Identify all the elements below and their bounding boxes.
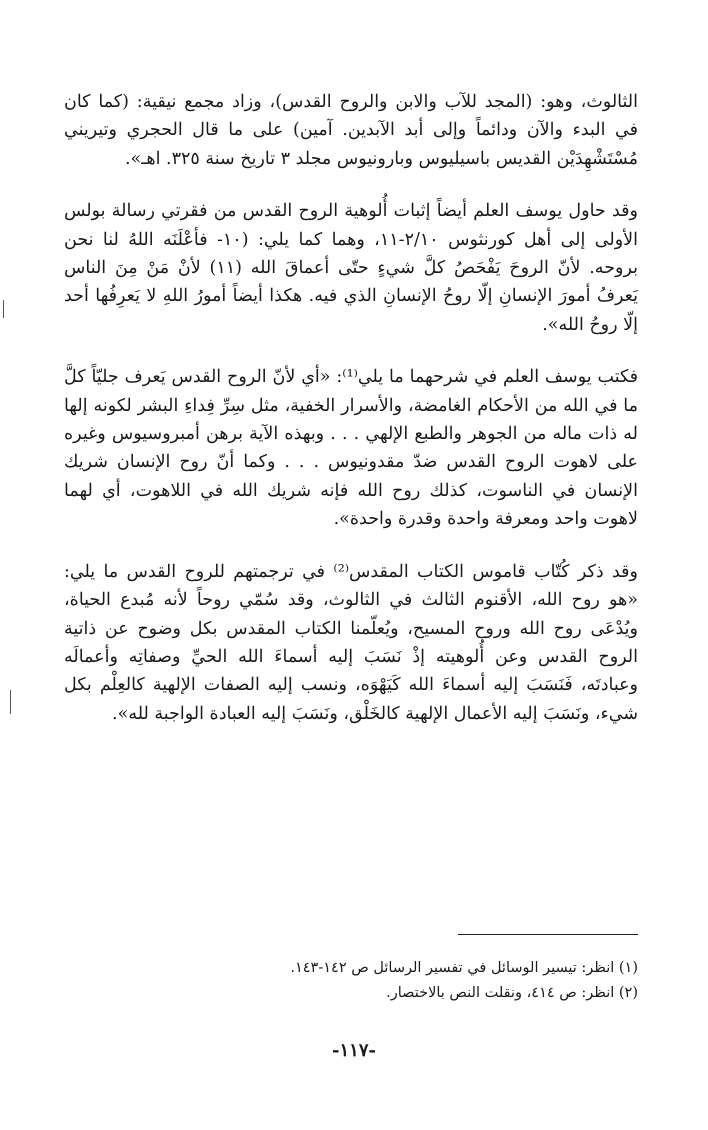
footnote-1: (١) انظر: تيسير الوسائل في تفسير الرسائل ص ١٤٢-١٤٣.	[290, 960, 638, 976]
paragraph-youssef-alalam-claim: وقد حاول يوسف العلم أيضاً إثبات أُلوهية الروح القدس من فقرتي رسالة بولس الأولى إلى أهل كورنثوس ٢/١٠-١١، وهما كما يلي: (١٠- فأعْلَنَه اللهُ لنا نحن بروحه. لأنّ الروحَ يَفْحَصُ كلَّ شيءٍ حتّى أعماقَ الله (١١) لأنْ مَنْ مِنَ الناس يَعرفُ أمورَ الإنسانِ إلّا روحُ الإنسانِ الذي فيه. هكذا أيضاً أمورُ اللهِ لا يَعرِفُها أحد إلّا روحُ الله».	[64, 201, 638, 335]
footnote-2: (٢) انظر: ص ٤١٤، ونقلت النص بالاختصار.	[386, 985, 638, 1001]
footnote-separator	[458, 934, 638, 935]
footnotes	[64, 956, 638, 1006]
scan-edge-mark	[3, 300, 4, 318]
paragraph-trinity-doxology: الثالوث، وهو: (المجد للآب والابن والروح القدس)، وزاد مجمع نيقية: (كما كان في البدء والآن ودائماً وإلى أبد الآبدين. آمين) على ما قال الحجري وتيريني مُسْتَشْهِدَيْن القديس باسيليوس وبارونيوس مجلد ٣ تاريخ سنة ٣٢٥. اهـ».	[64, 92, 638, 169]
page-number: -١١٧-	[332, 1040, 376, 1061]
scan-edge-mark	[10, 690, 11, 714]
paragraph-youssef-alalam-commentary: فكتب يوسف العلم في شرحهما ما يلي⁽¹⁾: «أي لأنّ الروح القدس يَعرف جليّاً كلَّ ما في الله من الأحكام الغامضة، والأسرار الخفية، مثل سِرِّ فِداءِ البشر لكونه إلها له ذات ماله من الجوهر والطبع الإلهي . . . وبهذه الآية برهن أمبروسيوس وغيره على لاهوت الروح القدس ضدّ مقدونيوس . . . وكما أنّ روح الإنسان شريك الإنسان في الناسوت، كذلك روح الله فإنه شريك الله في اللاهوت، أي لهما لاهوت واحد ومعرفة واحدة وقدرة واحدة».	[64, 367, 638, 530]
page-body	[64, 88, 638, 728]
paragraph-bible-dictionary: وقد ذكر كُتّاب قاموس الكتاب المقدس⁽²⁾ في ترجمتهم للروح القدس ما يلي: «هو روح الله، الأقنوم الثالث في الثالوث، وقد سُمّي روحاً لأنه مُبدع الحياة، ويُدْعَى روح الله وروح المسيح، ويُعلّمنا الكتاب المقدس بكل وضوح عن ذاتية الروح القدس وعن أُلوهيته إذْ نَسَبَ إليه أسماءَ الله الحيِّ وصفاتِه وأعمالَه وعبادتَه، فَنَسَبَ إليه أسماءَ الله كَيَهْوَه، ونسب إليه الصفات الإلهية كالعِلْم بكل شيء، ونَسَبَ إليه الأعمال الإلهية كالخَلْق، ونَسَبَ إليه العبادة الواجبة لله».	[64, 561, 638, 724]
